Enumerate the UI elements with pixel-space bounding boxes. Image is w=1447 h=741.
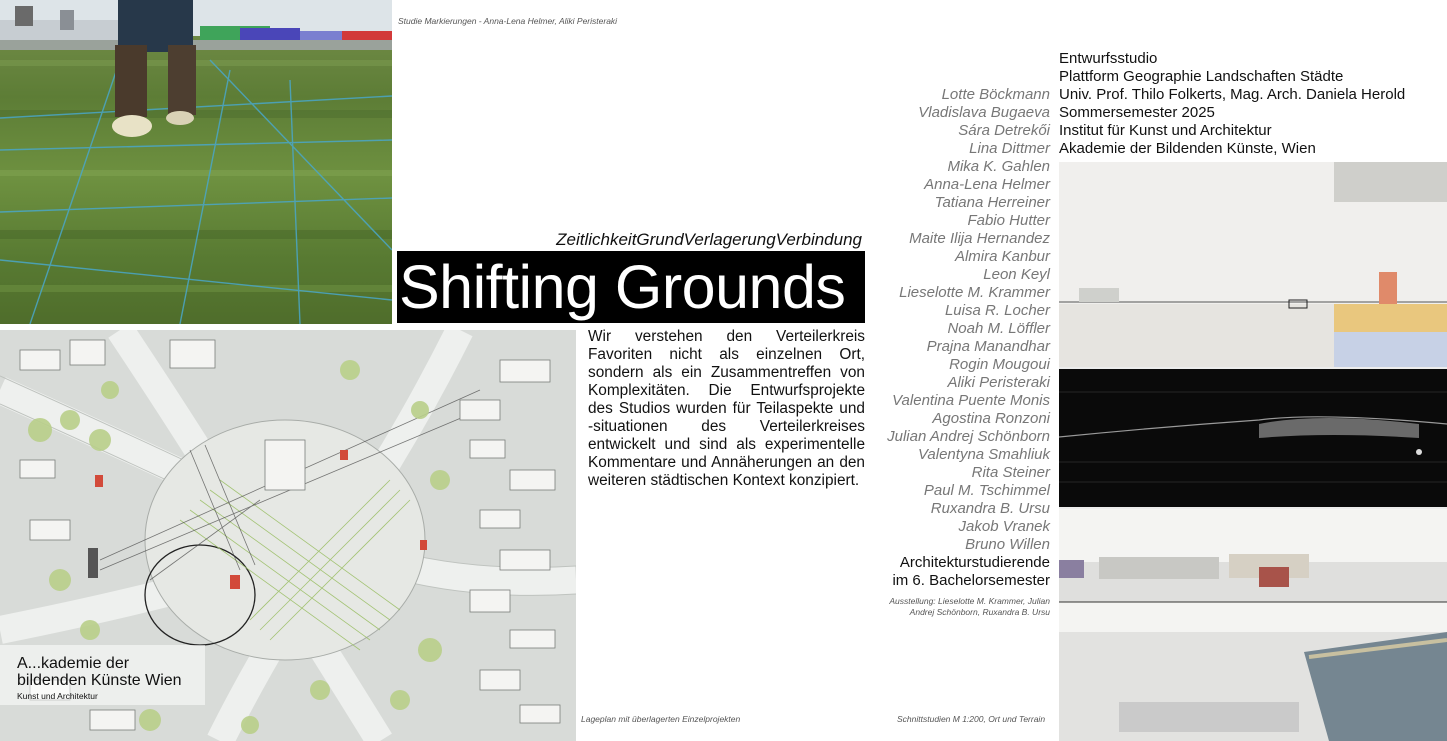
studio-info [1059, 50, 1405, 158]
participant-name: Jakob Vranek [958, 518, 1050, 535]
studio-academy: Akademie der Bildenden Künste, Wien [1059, 140, 1316, 157]
participant-name: Lieselotte M. Krammer [899, 284, 1050, 301]
top-photo-caption: Studie Markierungen - Anna-Lena Helmer, Aliki Peristeraki [398, 16, 618, 26]
participant-name: Leon Keyl [983, 266, 1050, 283]
section-drawings [1059, 162, 1447, 741]
participant-name: Aliki Peristeraki [947, 374, 1050, 391]
exhibition-credit [870, 596, 1050, 618]
students-line-1: Architekturstudierende [899, 554, 1050, 571]
participant-name: Fabio Hutter [967, 212, 1050, 229]
participant-name: Ruxandra B. Ursu [930, 500, 1050, 517]
participant-name: Sára Detrekői [958, 122, 1050, 139]
participant-name: Vladislava Bugaeva [918, 104, 1050, 121]
students-line-2: im 6. Bachelorsemester [892, 572, 1050, 589]
body-text: Wir verstehen den Verteilerkreis Favoriten nicht als einzelnen Ort, sondern als ein Zusammentreffen von Komplexitäten. Die Entwurfsprojekte des Studios wurden für Teilaspekte und -situationen des Verteilerkreises entwickelt und sind als experimentelle Kommentare und Annäherungen an den weiteren städtischen Kontext konzipiert. [588, 328, 865, 489]
participant-name: Bruno Willen [965, 536, 1050, 553]
participant-name: Mika K. Gahlen [947, 158, 1050, 175]
participant-name: Agostina Ronzoni [932, 410, 1050, 427]
participant-name: Julian Andrej Schönborn [887, 428, 1050, 445]
studio-semester: Sommersemester 2025 [1059, 104, 1215, 121]
exhibition-line-2: Andrej Schönborn, Ruxandra B. Ursu [909, 607, 1050, 617]
studio-type: Entwurfsstudio [1059, 50, 1158, 67]
participant-name: Luisa R. Locher [944, 302, 1050, 319]
participant-list [870, 86, 1050, 554]
participant-name: Lina Dittmer [969, 140, 1050, 157]
participant-name: Valentyna Smahliuk [917, 446, 1050, 463]
participant-name: Almira Kanbur [954, 248, 1050, 265]
exhibition-line-1: Ausstellung: Lieselotte M. Krammer, Julian [889, 596, 1050, 606]
participant-name: Maite Ilija Hernandez [909, 230, 1050, 247]
participant-name: Anna-Lena Helmer [924, 176, 1050, 193]
subtitle: ZeitlichkeitGrundVerlagerungVerbindung [556, 230, 862, 249]
site-plan-caption: Lageplan mit überlagerten Einzelprojekten [581, 714, 741, 724]
academy-logo [17, 655, 182, 702]
grass-marking-photo [0, 0, 392, 324]
participant-name: Prajna Manandhar [926, 338, 1050, 355]
studio-institute: Institut für Kunst und Architektur [1059, 122, 1272, 139]
participant-name: Tatiana Herreiner [934, 194, 1050, 211]
participant-name: Rita Steiner [971, 464, 1050, 481]
studio-platform: Plattform Geographie Landschaften Städte [1059, 68, 1344, 85]
page-title: Shifting Grounds [399, 253, 846, 321]
logo-line-3: Kunst und Architektur [17, 691, 98, 701]
sections-caption: Schnittstudien M 1:200, Ort und Terrain [897, 714, 1046, 724]
participant-name: Paul M. Tschimmel [923, 482, 1050, 499]
logo-line-2: bildenden Künste Wien [17, 672, 182, 689]
logo-line-1: A...kademie der [17, 655, 130, 672]
participant-name: Valentina Puente Monis [892, 392, 1050, 409]
participant-name: Noah M. Löffler [947, 320, 1050, 337]
participant-name: Lotte Böckmann [941, 86, 1050, 103]
participant-name: Rogin Mougoui [949, 356, 1050, 373]
student-description [860, 554, 1050, 590]
studio-teachers: Univ. Prof. Thilo Folkerts, Mag. Arch. Daniela Herold [1059, 86, 1406, 103]
